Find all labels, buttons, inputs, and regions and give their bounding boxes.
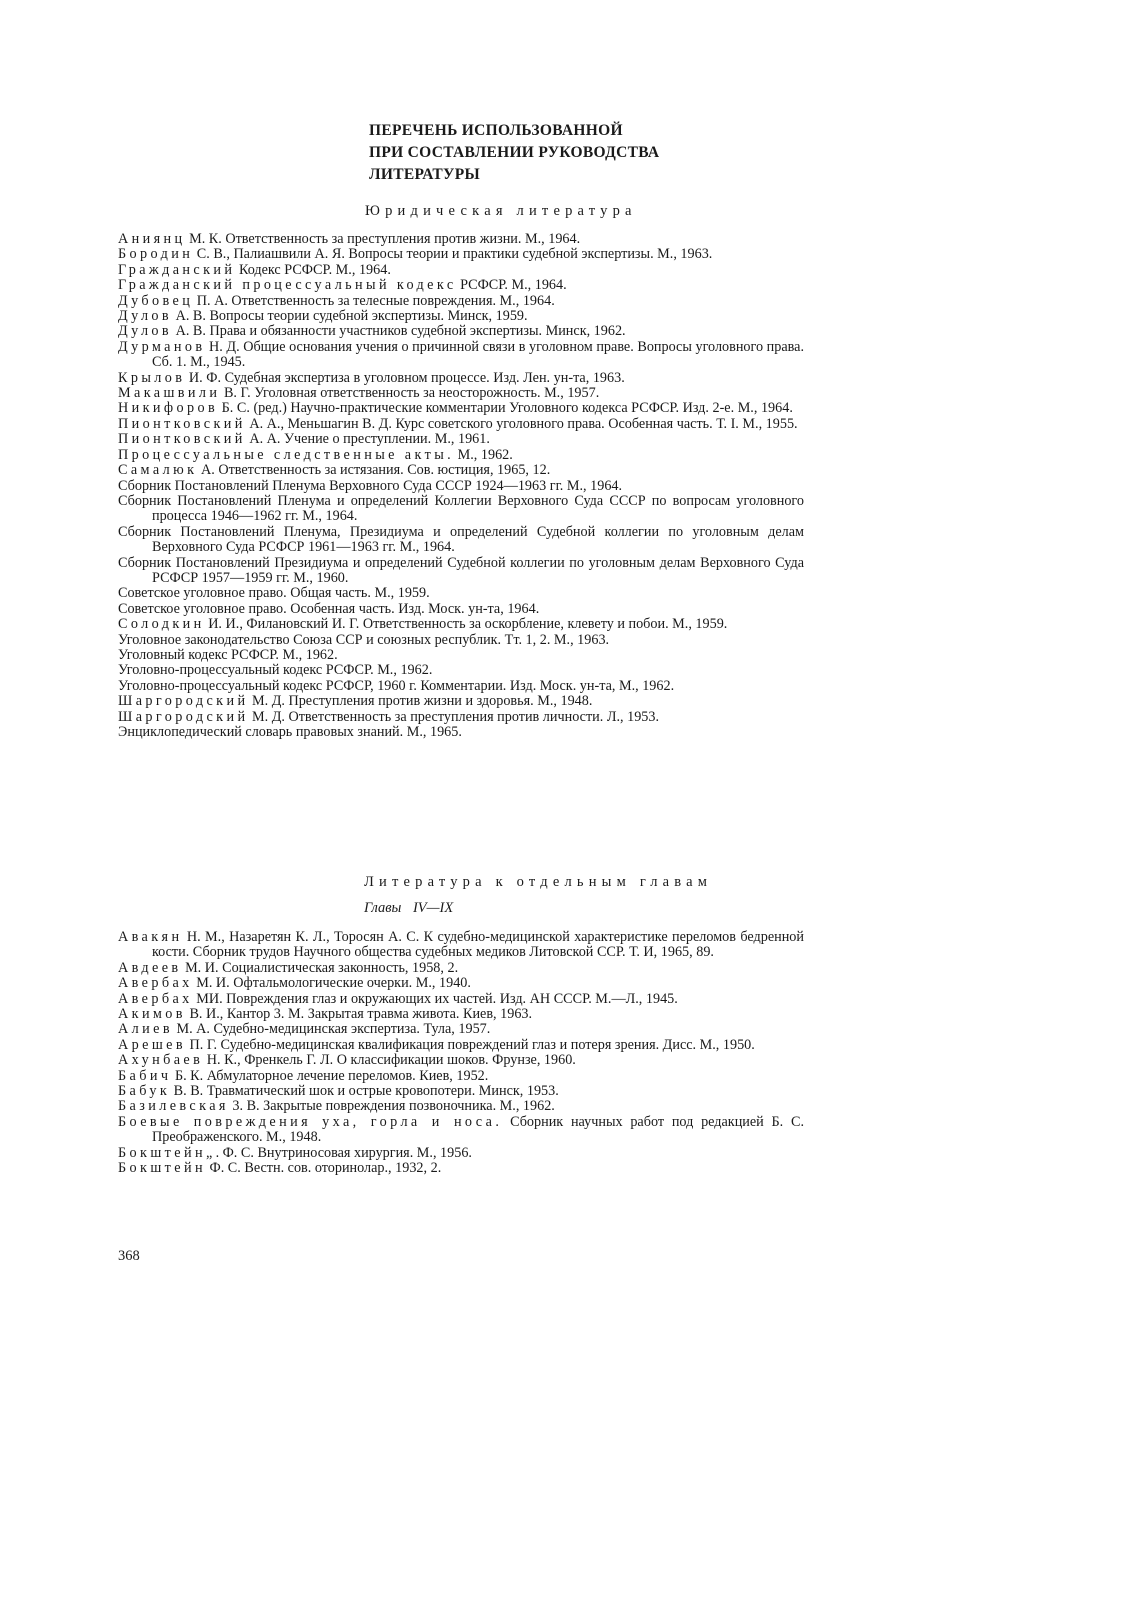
entry-author: Ахунбаев <box>118 1052 204 1069</box>
entry-text: С. В., Палиашвили А. Я. Вопросы теории и практики судебной экспертизы. М., 1963. <box>193 246 713 263</box>
entry-text: А. В. Права и обязанности участников судебной экспертизы. Минск, 1962. <box>172 323 626 340</box>
entry-text: Н. К., Френкель Г. Л. О классификации шоков. Фрунзе, 1960. <box>203 1052 576 1069</box>
entry-author: Бабич <box>118 1067 172 1084</box>
bibliography-entry <box>118 525 804 556</box>
bibliography-entry <box>118 371 804 386</box>
bibliography-entry <box>118 1053 804 1068</box>
entry-text: РСФСР. М., 1964. <box>456 277 567 294</box>
entry-text: Сборник Постановлений Пленума и определений Коллегии Верховного Суда СССР по вопросам уголовного процесса 1946—1962 гг. М., 1964. <box>118 492 804 525</box>
entry-author: Акимов <box>118 1006 186 1023</box>
entry-author: Авдеев <box>118 959 182 976</box>
entry-author: Дубовец <box>118 292 194 309</box>
entry-text: М. К. Ответственность за преступления против жизни. М., 1964. <box>185 231 581 247</box>
entry-author: Крылов <box>118 369 186 386</box>
entry-author: Никифоров <box>118 400 219 417</box>
bibliography-entry <box>118 694 804 709</box>
bibliography-entry <box>118 930 804 961</box>
bibliography-entry <box>118 976 804 991</box>
bibliography-entry <box>118 278 804 293</box>
entry-author: Процессуальные следственные акты. <box>118 446 455 463</box>
bibliography-entry <box>118 586 804 601</box>
bibliography-list-chapters <box>118 930 804 1177</box>
bibliography-entry <box>118 309 804 324</box>
title-line: ПРИ СОСТАВЛЕНИИ РУКОВОДСТВА <box>369 144 660 161</box>
chapter-subheading: Главы IV—IX <box>364 900 454 916</box>
bibliography-entry <box>118 401 804 416</box>
entry-text: М. И. Социалистическая законность, 1958, 2. <box>181 959 459 976</box>
bibliography-entry <box>118 417 804 432</box>
bibliography-entry <box>118 725 804 740</box>
bibliography-entry <box>118 1022 804 1037</box>
bibliography-entry <box>118 324 804 339</box>
entry-text: А. А., Меньшагин В. Д. Курс советского уголовного права. Особенная часть. Т. I. М., 1955. <box>245 415 798 432</box>
entry-text: МИ. Повреждения глаз и окружающих их частей. Изд. АН СССР. М.—Л., 1945. <box>192 990 678 1007</box>
entry-author: Гражданский процессуальный кодекс <box>118 277 457 294</box>
bibliography-entry <box>118 340 804 371</box>
entry-author: Бородин <box>118 246 194 263</box>
entry-text: М. А. Судебно-медицинская экспертиза. Тула, 1957. <box>172 1021 491 1038</box>
bibliography-entry <box>118 1146 804 1161</box>
entry-text: Ф. С. Внутриносовая хирургия. М., 1956. <box>222 1144 472 1161</box>
bibliography-entry <box>118 602 804 617</box>
entry-text: М. Д. Ответственность за преступления против личности. Л., 1953. <box>248 708 660 725</box>
entry-author: Базилевская <box>118 1098 229 1115</box>
entry-text: М. Д. Преступления против жизни и здоровья. М., 1948. <box>248 693 593 710</box>
entry-text: А. А. Учение о преступлении. М., 1961. <box>245 431 490 448</box>
entry-text: Сборник Постановлений Президиума и определений Судебной коллегии по уголовным делам Верховного Суда РСФСР 1957—1959 гг. М., 1960. <box>118 554 804 586</box>
entry-text: Уголовное законодательство Союза ССР и союзных республик. Тт. 1, 2. М., 1963. <box>118 631 610 648</box>
bibliography-entry <box>118 247 804 262</box>
entry-text: Советское уголовное право. Общая часть. М., 1959. <box>118 585 430 602</box>
entry-text: Энциклопедический словарь правовых знаний. М., 1965. <box>118 724 462 740</box>
bibliography-entry <box>118 386 804 401</box>
entry-author: Бабук <box>118 1083 171 1100</box>
entry-author: Алиев <box>118 1021 173 1038</box>
entry-text: Советское уголовное право. Особенная часть. Изд. Моск. ун-та, 1964. <box>118 600 540 617</box>
section-heading-chapters: Литература к отдельным главам <box>364 874 713 890</box>
bibliography-entry <box>118 710 804 725</box>
bibliography-entry <box>118 1007 804 1022</box>
entry-text: В. И., Кантор 3. М. Закрытая травма живота. Киев, 1963. <box>185 1006 533 1023</box>
bibliography-list-legal <box>118 232 804 740</box>
entry-author: Дурманов <box>118 338 206 355</box>
bibliography-entry <box>118 663 804 678</box>
entry-text: П. Г. Судебно-медицинская квалификация повреждений глаз и потеря зрения. Дисс. М., 1950. <box>185 1036 755 1053</box>
entry-author: Пионтковский <box>118 415 246 432</box>
entry-text: Кодекс РСФСР. М., 1964. <box>235 261 391 278</box>
bibliography-entry <box>118 1084 804 1099</box>
entry-author: Авербах <box>118 990 193 1007</box>
bibliography-entry <box>118 463 804 478</box>
entry-author: Шаргородский <box>118 693 249 710</box>
entry-author: Аниянц <box>118 231 186 247</box>
entry-text: А. Ответственность за истязания. Сов. юстиция, 1965, 12. <box>197 462 551 479</box>
bibliography-entry <box>118 263 804 278</box>
entry-text: И. И., Филановский И. Г. Ответственность за оскорбление, клевету и побои. М., 1959. <box>204 616 728 633</box>
entry-text: Б. С. (ред.) Научно-практические комментарии Уголовного кодекса РСФСР. Изд. 2-е. М., 1964. <box>218 400 793 417</box>
page-title <box>369 120 789 186</box>
entry-author: Макашвили <box>118 385 221 402</box>
entry-text: Н. М., Назаретян К. Л., Торосян А. С. К судебно-медицинской характеристике переломов бедренной кости. Сборник трудов Научного общества судебных медиков Литовской ССР. Т. И, 1965, 89. <box>152 929 804 961</box>
entry-text: М. И. Офтальмологические очерки. М., 1940. <box>192 975 471 992</box>
bibliography-entry <box>118 479 804 494</box>
entry-author: Пионтковский <box>118 431 246 448</box>
entry-author: Гражданский <box>118 261 236 278</box>
entry-author: Солодкин <box>118 616 205 633</box>
entry-text: В. Г. Уголовная ответственность за неосторожность. М., 1957. <box>220 385 600 402</box>
entry-text: М., 1962. <box>454 446 513 463</box>
title-line: ПЕРЕЧЕНЬ ИСПОЛЬЗОВАННОЙ <box>369 122 623 139</box>
entry-text: А. В. Вопросы теории судебной экспертизы. Минск, 1959. <box>172 308 528 325</box>
entry-text: Уголовно-процессуальный кодекс РСФСР, 1960 г. Комментарии. Изд. Моск. ун-та, М., 1962. <box>118 677 675 694</box>
entry-text: П. А. Ответственность за телесные повреждения. М., 1964. <box>193 292 555 309</box>
title-line: ЛИТЕРАТУРЫ <box>369 166 481 183</box>
bibliography-entry <box>118 494 804 525</box>
bibliography-entry <box>118 232 804 247</box>
bibliography-entry <box>118 1069 804 1084</box>
entry-text: Н. Д. Общие основания учения о причинной связи в уголовном праве. Вопросы уголовного права. Сб. 1. М., 1945. <box>152 338 804 371</box>
bibliography-entry <box>118 961 804 976</box>
entry-text: Сборник научных работ под редакцией Б. С. Преображенского. М., 1948. <box>152 1113 805 1146</box>
entry-text: Уголовный кодекс РСФСР. М., 1962. <box>118 646 338 663</box>
bibliography-entry <box>118 1161 804 1176</box>
entry-author: Бокштейн„. <box>118 1144 223 1161</box>
entry-author: Самалюк <box>118 462 198 479</box>
bibliography-entry <box>118 432 804 447</box>
bibliography-entry <box>118 1099 804 1114</box>
bibliography-entry <box>118 648 804 663</box>
entry-author: Авербах <box>118 975 193 992</box>
entry-text: Уголовно-процессуальный кодекс РСФСР. М., 1962. <box>118 662 433 679</box>
entry-text: Б. К. Абмулаторное лечение переломов. Киев, 1952. <box>171 1067 489 1084</box>
bibliography-entry <box>118 617 804 632</box>
bibliography-entry <box>118 556 804 587</box>
entry-author: Дулов <box>118 308 173 325</box>
bibliography-entry <box>118 633 804 648</box>
entry-text: И. Ф. Судебная экспертиза в уголовном процессе. Изд. Лен. ун-та, 1963. <box>185 369 625 386</box>
entry-text: В. В. Травматический шок и острые кровопотери. Минск, 1953. <box>170 1083 559 1100</box>
page-number: 368 <box>118 1248 140 1264</box>
entry-text: Ф. С. Вестн. сов. оторинолар., 1932, 2. <box>205 1160 442 1177</box>
entry-author: Шаргородский <box>118 708 249 725</box>
bibliography-entry <box>118 1038 804 1053</box>
entry-author: Арешев <box>118 1036 186 1053</box>
section-heading-legal: Юридическая литература <box>365 203 637 219</box>
entry-text: 3. В. Закрытые повреждения позвоночника. М., 1962. <box>228 1098 555 1115</box>
bibliography-entry <box>118 1115 804 1146</box>
entry-author: Дулов <box>118 323 173 340</box>
entry-author: Боевые повреждения уха, горла и носа. <box>118 1113 503 1130</box>
bibliography-entry <box>118 679 804 694</box>
entry-text: Сборник Постановлений Пленума, Президиума и определений Судебной коллегии по уголовным делам Верховного Суда РСФСР 1961—1963 гг. М., 1964. <box>118 523 804 556</box>
entry-text: Сборник Постановлений Пленума Верховного Суда СССР 1924—1963 гг. М., 1964. <box>118 477 623 494</box>
bibliography-entry <box>118 992 804 1007</box>
bibliography-entry <box>118 448 804 463</box>
bibliography-entry <box>118 294 804 309</box>
entry-author: Авакян <box>118 929 183 945</box>
entry-author: Бокштейн <box>118 1160 206 1177</box>
